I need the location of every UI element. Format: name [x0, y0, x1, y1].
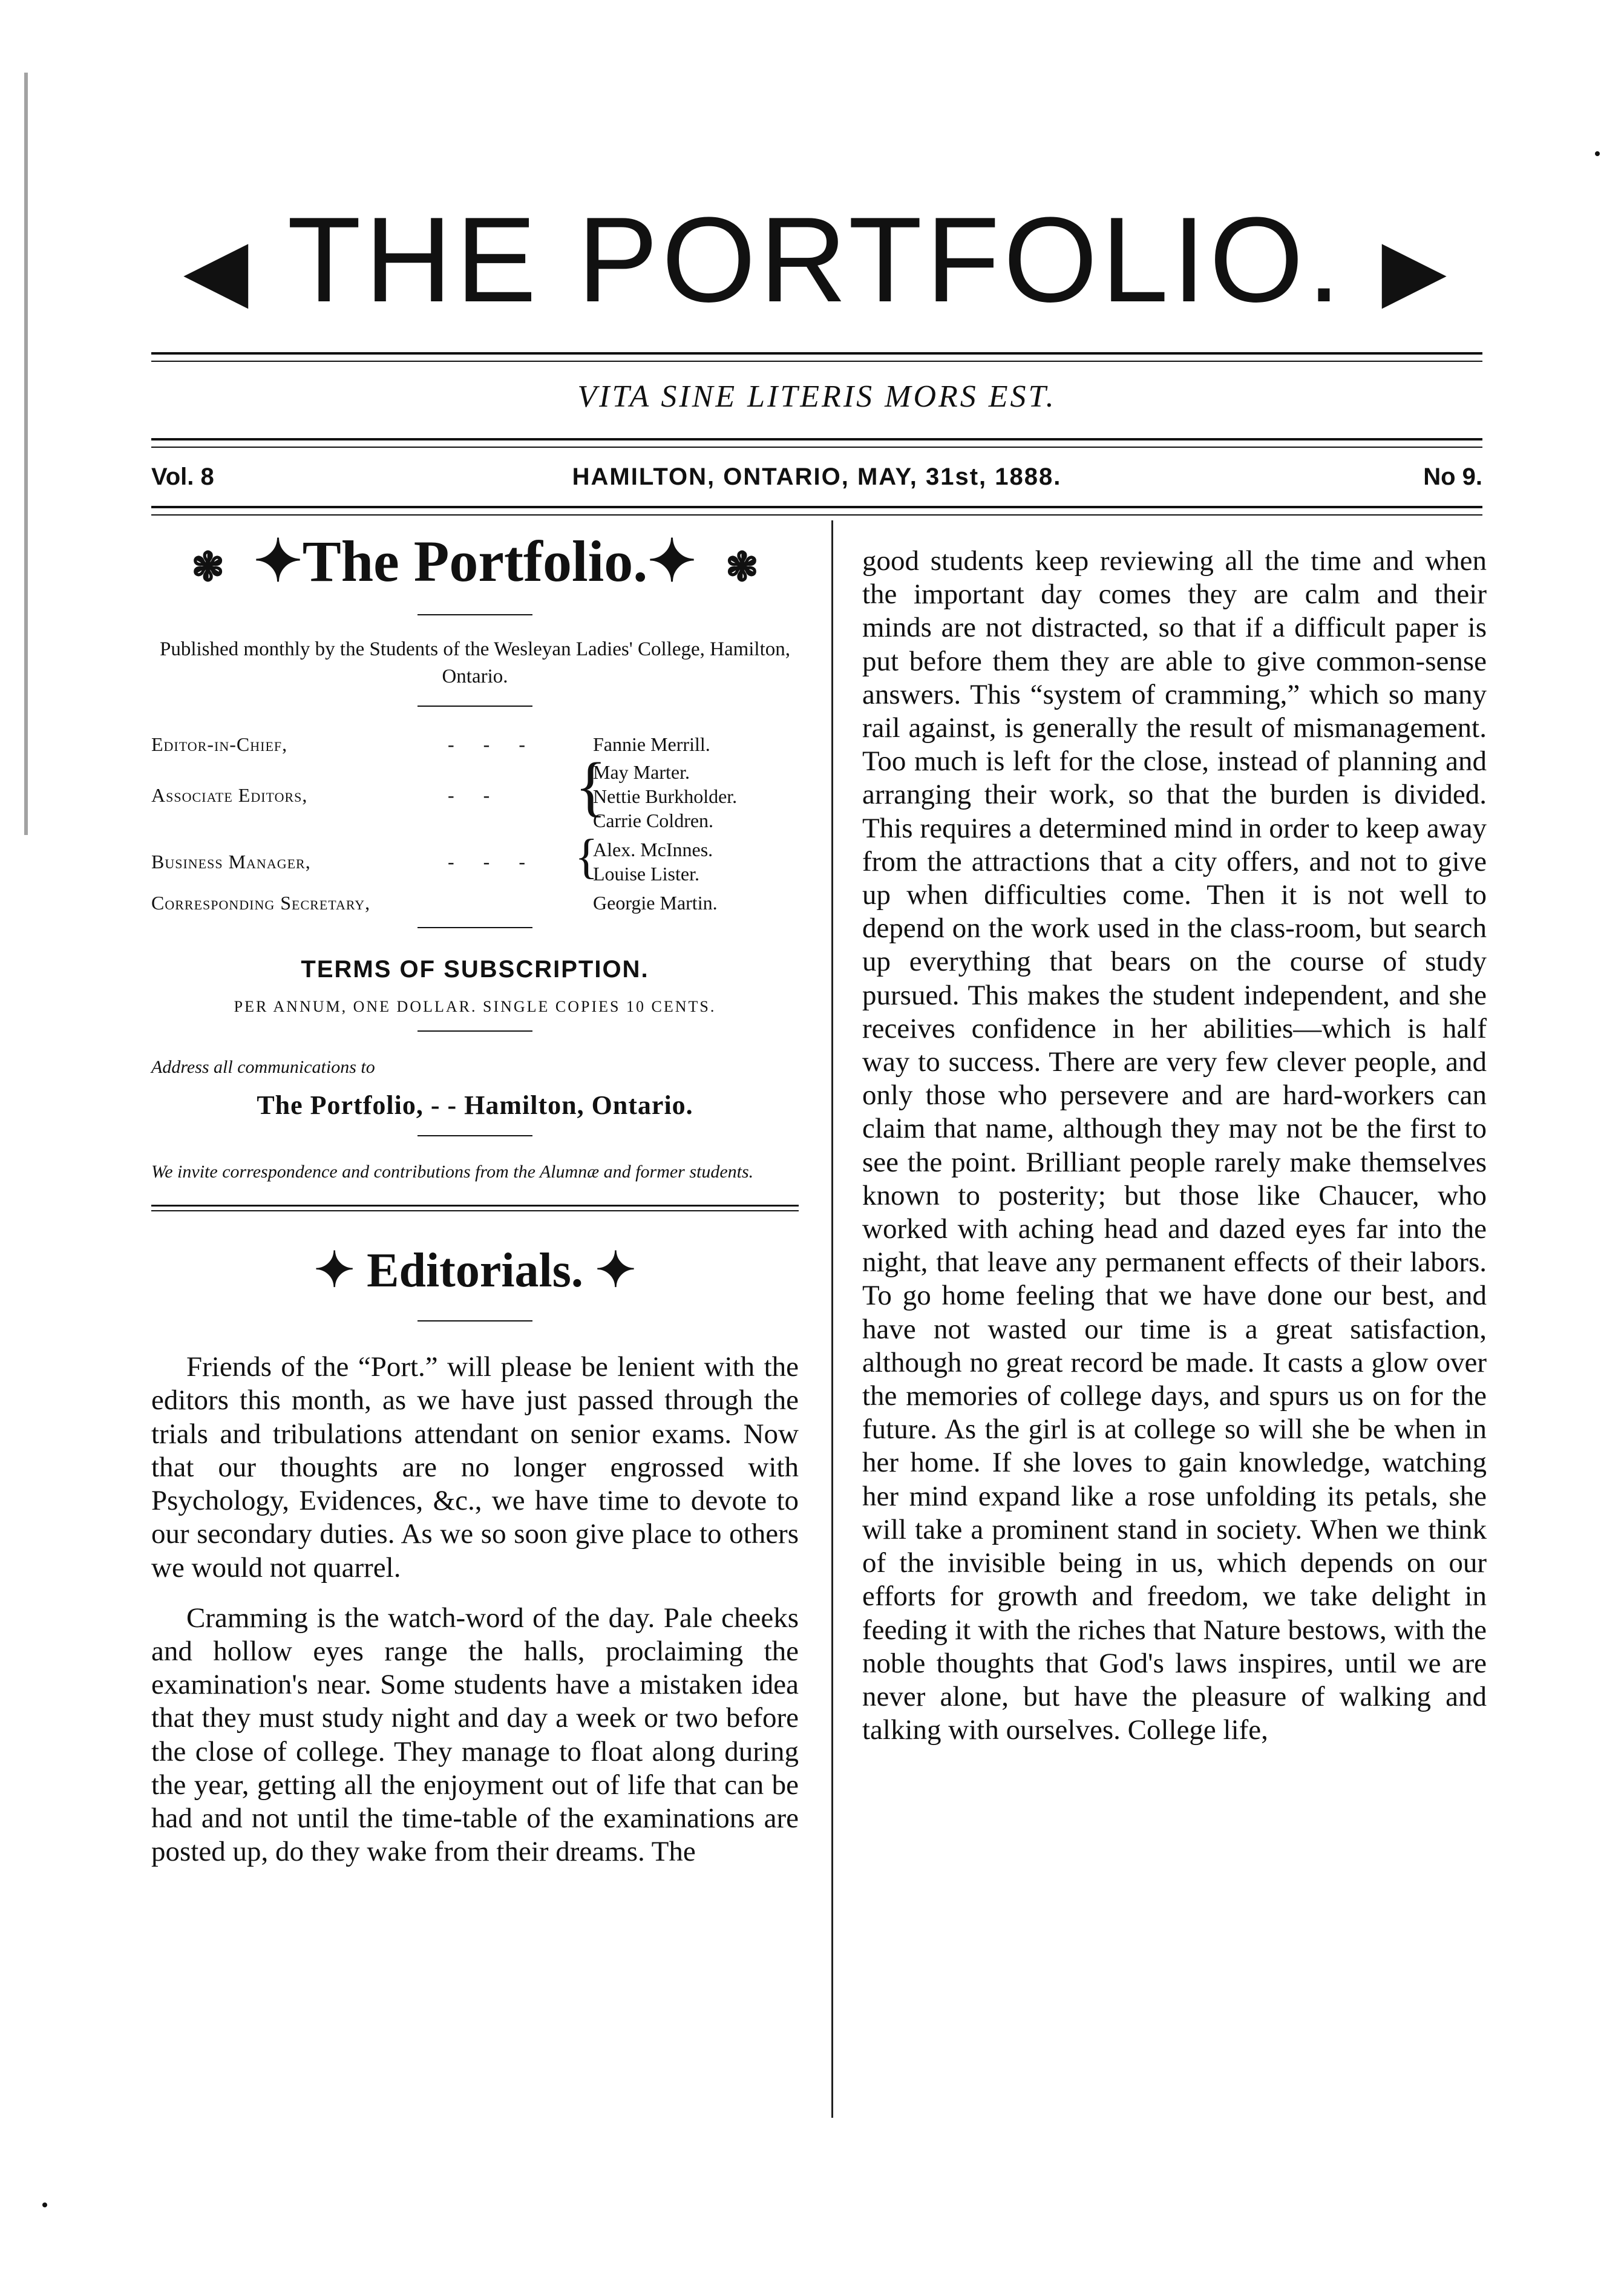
divider — [417, 927, 532, 928]
staff-role: Associate Editors, — [151, 784, 308, 807]
address: The Portfolio, - - Hamilton, Ontario. — [257, 1090, 693, 1121]
header-rule-top — [151, 352, 1482, 355]
motto: VITA SINE LITERIS MORS EST. — [577, 379, 1056, 414]
staff-role: Business Manager, — [151, 851, 311, 873]
masthead-title: THE PORTFOLIO. — [287, 192, 1344, 327]
staff-name: Alex. McInnes. — [593, 839, 713, 861]
staff-name: Georgie Martin. — [593, 892, 718, 914]
editorials-body — [151, 1351, 799, 1868]
leader-dots: - - - — [448, 733, 537, 756]
section-double-rule — [151, 1205, 799, 1211]
staff-list — [151, 731, 799, 917]
staff-row-editor — [151, 731, 799, 759]
staff-row-secretary — [151, 889, 799, 917]
brace-icon: { — [575, 830, 598, 884]
divider — [417, 1030, 532, 1032]
staff-name: Louise Lister. — [593, 863, 699, 885]
address-label: Address all communications to — [151, 1057, 375, 1078]
divider — [417, 614, 532, 615]
right-column-body — [862, 545, 1487, 1747]
staff-role: Editor-in-Chief, — [151, 733, 288, 756]
divider — [417, 1320, 532, 1321]
editorials-heading-text: Editorials. — [367, 1244, 583, 1298]
left-column — [151, 526, 799, 1868]
dateline-rule-thin — [151, 514, 1482, 516]
terms-title: TERMS OF SUBSCRIPTION. — [301, 956, 649, 983]
staff-row-business — [151, 830, 799, 889]
divider — [417, 706, 532, 707]
right-ornament-icon: ▶ — [1381, 221, 1451, 317]
column-divider — [831, 520, 833, 2118]
portfolio-heading-text: The Portfolio. — [302, 529, 648, 594]
issue-number: No 9. — [1423, 463, 1482, 490]
portfolio-heading: ❃ ✦The Portfolio.✦ ❃ — [191, 529, 759, 594]
right-column — [862, 545, 1487, 1747]
masthead — [151, 192, 1482, 327]
place-date: HAMILTON, ONTARIO, MAY, 31st, 1888. — [572, 463, 1062, 490]
publication-note: Published monthly by the Students of the Wesleyan Ladies' College, Hamilton, Ontario. — [159, 638, 791, 687]
scan-edge-mark — [24, 73, 28, 835]
star-ornament-icon: ❃ — [725, 545, 759, 590]
continued-paragraph: good students keep reviewing all the time and when the important day comes they are calm and their minds are not distracted, so that if a difficult paper is put before them they are able to give common-sense answers. This “system of cramming,” which so many rail against, is generally the result of mismanagement. Too much is left for the close, instead of planning and arranging their work, so that the burden is divided. This requires a determined mind in order to keep away from the attractions that a city offers, and not to give up when difficulties come. Then it is not well to depend on the work used in the class-room, but search up everything that bears on the course of study pursued. This makes the student independent, and she receives confidence in her abilities—which is half way to success. There are very few clever people, and only those who persevere and are hard-workers can claim that name, although they may not be the first to see the point. Brilliant people rarely make themselves known to posterity; but those like Chaucer, who worked with aching head and dazed eyes far into the night, that leave any permanent effects of their labors. To go home feeling that we have done our best, and have not wasted our time is a great satisfaction, although no great record be made. It casts a glow over the memories of college days, and spurs us on for the future. As the girl is at college so will she be when in her home. If she loves to gain knowledge, watching her mind expand like a rose unfolding its petals, she will take a prominent stand in society. When we think of the invisible being in us, which depends on our efforts for growth and freedom, we take delight in feeding it with the riches that Nature bestows, with the noble thoughts that God's laws inspires, until we are never alone, but have the pleasure of walking and talking with ourselves. College life, — [862, 545, 1487, 1746]
staff-name: Nettie Burkholder. — [593, 785, 738, 808]
header-rule-top-thin — [151, 361, 1482, 362]
staff-role: Corresponding Secretary, — [151, 892, 371, 914]
star-ornament-icon: ❃ — [191, 545, 225, 590]
dateline-rule — [151, 506, 1482, 508]
volume: Vol. 8 — [151, 463, 214, 490]
scan-speck — [42, 2202, 47, 2207]
left-ornament-icon: ◀ — [183, 221, 252, 317]
leader-dots: - - — [448, 784, 502, 807]
terms-rates: PER ANNUM, ONE DOLLAR. SINGLE COPIES 10 CENTS. — [234, 998, 716, 1016]
brace-icon: { — [575, 749, 607, 824]
leader-dots: - - - — [448, 851, 537, 873]
staff-name: Fannie Merrill. — [593, 733, 710, 756]
staff-name: May Marter. — [593, 761, 690, 784]
divider — [417, 1135, 532, 1136]
editorial-paragraph: Friends of the “Port.” will please be lenient with the editors this month, as we have just passed through the trials and tribulations attendant on senior exams. Now that our thoughts are no longer engrossed with Psychology, Evidences, &c., we have time to devote to our secondary duties. As we so soon give place to others we would not quarrel. — [151, 1351, 799, 1583]
staff-name: Carrie Coldren. — [593, 810, 714, 832]
invite-note: We invite correspondence and contributions from the Alumnæ and former students. — [151, 1162, 754, 1182]
staff-row-associate — [151, 749, 799, 836]
dateline — [151, 463, 1482, 500]
editorials-heading: ✦ Editorials. ✦ — [314, 1244, 636, 1298]
editorial-paragraph: Cramming is the watch-word of the day. Pale cheeks and hollow eyes range the halls, proclaiming the examination's near. Some students have a mistaken idea that they must study night and day a week or two before the close of college. They manage to float along during the year, getting all the enjoyment out of life that can be had and not until the time-table of the examinations are posted up, do they wake from their dreams. The — [151, 1602, 799, 1868]
scan-speck — [1595, 151, 1600, 156]
motto-rule — [151, 438, 1482, 440]
motto-rule-thin — [151, 447, 1482, 448]
